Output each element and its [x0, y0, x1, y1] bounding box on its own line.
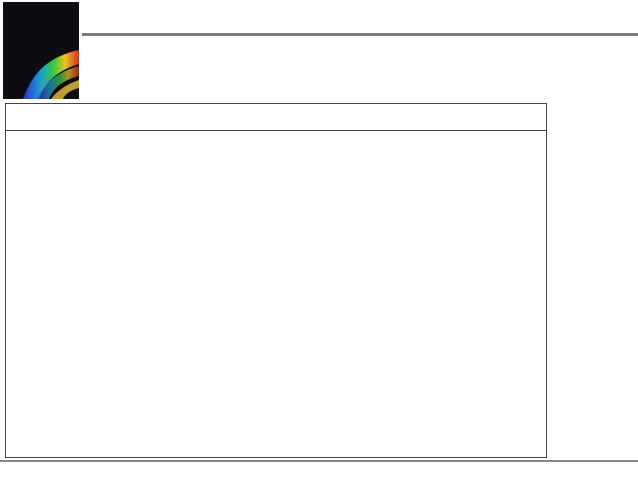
header-bar	[84, 0, 638, 33]
table-header	[6, 104, 546, 131]
header-divider	[82, 33, 638, 36]
data-classes-table	[5, 103, 547, 458]
book-cover-art	[3, 2, 79, 99]
table-caption	[553, 114, 638, 116]
footer-divider	[0, 460, 638, 462]
book-cover-image	[3, 2, 79, 99]
